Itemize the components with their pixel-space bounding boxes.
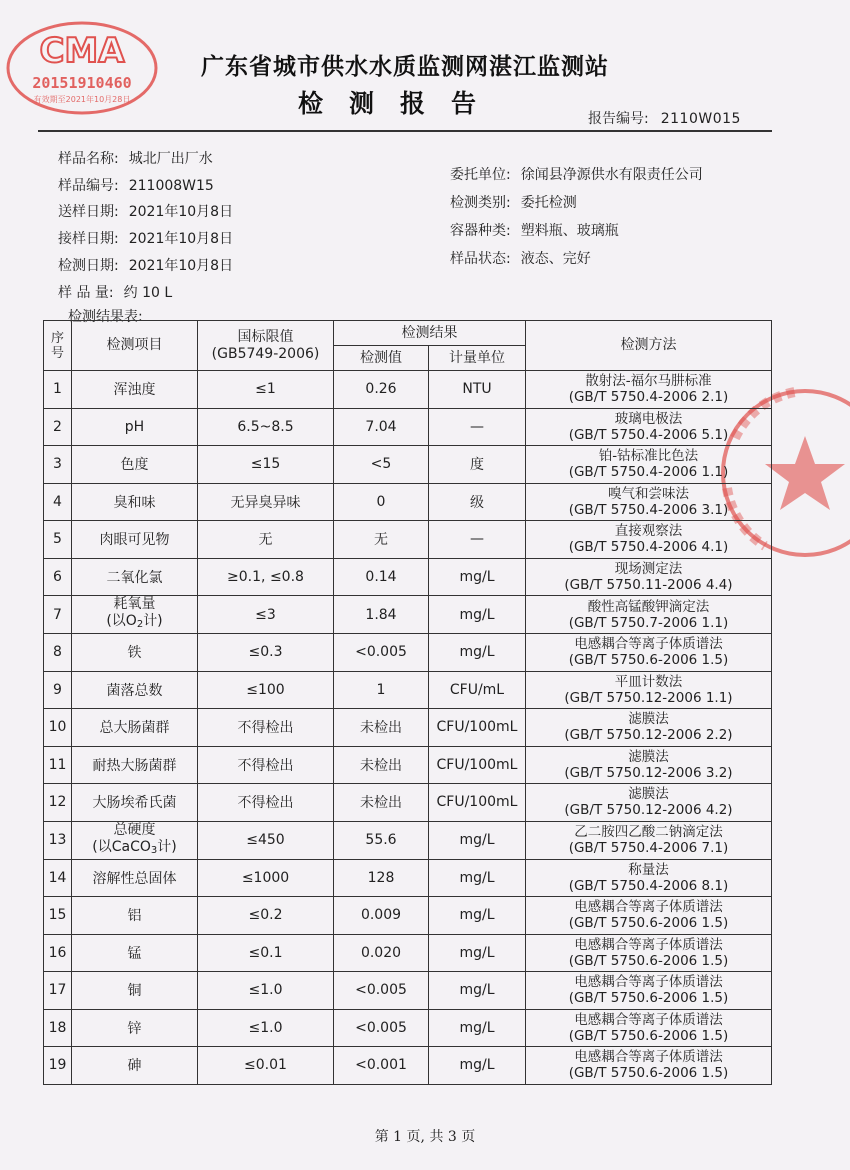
cell-limit: ≤0.1 xyxy=(198,934,334,972)
cell-method-name: 平皿计数法 xyxy=(614,673,683,690)
cell-method xyxy=(526,671,772,709)
cell-item: 砷 xyxy=(72,1047,198,1085)
cell-method xyxy=(526,784,772,822)
cell-seq: 10 xyxy=(44,709,72,747)
info-sample-name: 样品名称: 城北厂出厂水 xyxy=(58,151,213,167)
cell-value: 0.009 xyxy=(334,897,429,935)
table-row xyxy=(44,897,772,935)
info-receive-date: 接样日期: 2021年10月8日 xyxy=(58,231,234,247)
header-limit-line2: (GB5749-2006) xyxy=(211,345,320,362)
table-row xyxy=(44,1009,772,1047)
table-row xyxy=(44,446,772,484)
cell-limit: 不得检出 xyxy=(198,784,334,822)
cell-seq: 14 xyxy=(44,859,72,897)
cell-method-standard: (GB/T 5750.7-2006 1.1) xyxy=(568,614,729,631)
table-row xyxy=(44,859,772,897)
cell-limit: 无 xyxy=(198,521,334,559)
cell-seq: 13 xyxy=(44,821,72,859)
header-value: 检测值 xyxy=(334,346,429,371)
cell-method xyxy=(526,821,772,859)
report-subtitle: 检测报告 xyxy=(297,89,502,118)
cell-limit: ≤450 xyxy=(198,821,334,859)
cell-method-standard: (GB/T 5750.6-2006 1.5) xyxy=(568,1065,729,1082)
cell-method xyxy=(526,446,772,484)
cell-method-standard: (GB/T 5750.12-2006 2.2) xyxy=(564,727,733,744)
cell-item xyxy=(72,596,198,634)
cell-limit: ≤3 xyxy=(198,596,334,634)
table-row xyxy=(44,596,772,634)
cell-method-standard: (GB/T 5750.4-2006 3.1) xyxy=(568,501,729,518)
cma-stamp-icon xyxy=(4,18,160,118)
cell-item-line2-b: 计) xyxy=(143,613,163,629)
cell-unit: — xyxy=(429,408,526,446)
cell-method xyxy=(526,558,772,596)
cell-item: 铜 xyxy=(72,972,198,1010)
cell-value: 55.6 xyxy=(334,821,429,859)
cell-seq: 1 xyxy=(44,371,72,409)
cell-method-standard: (GB/T 5750.6-2006 1.5) xyxy=(568,652,729,669)
info-sample-state: 样品状态: 液态、完好 xyxy=(450,251,591,267)
cell-method-name: 电感耦合等离子体质谱法 xyxy=(574,1049,723,1066)
cell-limit: ≤1000 xyxy=(198,859,334,897)
cell-method-name: 电感耦合等离子体质谱法 xyxy=(574,636,723,653)
cell-seq: 19 xyxy=(44,1047,72,1085)
cell-method xyxy=(526,972,772,1010)
report-title: 广东省城市供水水质监测网湛江监测站 xyxy=(201,54,609,80)
cell-seq: 4 xyxy=(44,483,72,521)
cell-seq: 2 xyxy=(44,408,72,446)
table-row xyxy=(44,709,772,747)
cell-item-line2-a: (以O xyxy=(106,613,137,629)
table-row xyxy=(44,671,772,709)
cell-item: 铁 xyxy=(72,634,198,672)
cell-method xyxy=(526,934,772,972)
cma-letters: CMA xyxy=(39,31,125,71)
cell-method-name: 电感耦合等离子体质谱法 xyxy=(574,936,723,953)
cell-value: 无 xyxy=(334,521,429,559)
cell-value: <0.001 xyxy=(334,1047,429,1085)
cell-unit: 度 xyxy=(429,446,526,484)
cell-method-name: 滤膜法 xyxy=(628,748,669,765)
cell-method xyxy=(526,1009,772,1047)
cell-unit: 级 xyxy=(429,483,526,521)
cell-limit: 6.5~8.5 xyxy=(198,408,334,446)
cell-value: 未检出 xyxy=(334,746,429,784)
cell-item: 溶解性总固体 xyxy=(72,859,198,897)
cell-limit: 不得检出 xyxy=(198,709,334,747)
cell-item-line1: 总硬度 xyxy=(113,821,156,838)
report-number-label: 报告编号: xyxy=(588,111,649,127)
cell-seq: 16 xyxy=(44,934,72,972)
cell-limit: 无异臭异味 xyxy=(198,483,334,521)
cell-method-standard: (GB/T 5750.12-2006 1.1) xyxy=(564,689,733,706)
cell-method-name: 滤膜法 xyxy=(628,786,669,803)
cell-method-name: 现场测定法 xyxy=(614,560,683,577)
cell-method xyxy=(526,709,772,747)
cell-unit: — xyxy=(429,521,526,559)
table-row xyxy=(44,972,772,1010)
cell-item: 总大肠菌群 xyxy=(72,709,198,747)
cell-unit: mg/L xyxy=(429,1047,526,1085)
cell-item: 二氧化氯 xyxy=(72,558,198,596)
cell-method-standard: (GB/T 5750.4-2006 4.1) xyxy=(568,539,729,556)
cell-item: 锰 xyxy=(72,934,198,972)
cell-unit: CFU/mL xyxy=(429,671,526,709)
cell-unit: mg/L xyxy=(429,634,526,672)
cell-limit: ≤1 xyxy=(198,371,334,409)
cell-item: 臭和味 xyxy=(72,483,198,521)
cell-method-name: 电感耦合等离子体质谱法 xyxy=(574,974,723,991)
table-row xyxy=(44,521,772,559)
cell-value: 未检出 xyxy=(334,709,429,747)
cell-method-standard: (GB/T 5750.11-2006 4.4) xyxy=(564,576,733,593)
cell-item: 铝 xyxy=(72,897,198,935)
cell-item: 大肠埃希氏菌 xyxy=(72,784,198,822)
header-limit-line1: 国标限值 xyxy=(237,328,294,345)
cell-method-name: 乙二胺四乙酸二钠滴定法 xyxy=(574,824,723,840)
cell-method-name: 嗅气和尝味法 xyxy=(608,485,689,502)
cell-value: 1.84 xyxy=(334,596,429,634)
report-number xyxy=(588,108,741,128)
cell-unit: mg/L xyxy=(429,897,526,935)
cell-method xyxy=(526,859,772,897)
cell-unit: mg/L xyxy=(429,934,526,972)
cell-item-subscript: 3 xyxy=(150,844,158,856)
table-row xyxy=(44,934,772,972)
cell-value: 0.26 xyxy=(334,371,429,409)
table-row xyxy=(44,408,772,446)
cell-method-standard: (GB/T 5750.4-2006 2.1) xyxy=(568,389,729,406)
cell-method-standard: (GB/T 5750.4-2006 1.1) xyxy=(568,464,729,481)
cell-value: 1 xyxy=(334,671,429,709)
cell-unit: mg/L xyxy=(429,596,526,634)
info-client: 委托单位: 徐闻县净源供水有限责任公司 xyxy=(450,167,703,183)
cell-method-standard: (GB/T 5750.6-2006 1.5) xyxy=(568,915,729,932)
cell-value: 128 xyxy=(334,859,429,897)
info-delivery-date: 送样日期: 2021年10月8日 xyxy=(58,204,234,220)
cell-method-name: 电感耦合等离子体质谱法 xyxy=(574,899,723,916)
cell-method-standard: (GB/T 5750.12-2006 4.2) xyxy=(564,802,733,819)
cell-method-name: 酸性高锰酸钾滴定法 xyxy=(587,598,710,615)
cell-method-name: 直接观察法 xyxy=(614,523,683,540)
cell-method-name: 滤膜法 xyxy=(628,711,669,728)
table-row xyxy=(44,1047,772,1085)
cell-limit: 不得检出 xyxy=(198,746,334,784)
cell-seq: 7 xyxy=(44,596,72,634)
cell-value: 7.04 xyxy=(334,408,429,446)
cell-method-standard: (GB/T 5750.6-2006 1.5) xyxy=(568,952,729,969)
cell-unit: CFU/100mL xyxy=(429,709,526,747)
cell-limit: ≤0.01 xyxy=(198,1047,334,1085)
cell-unit: NTU xyxy=(429,371,526,409)
cell-seq: 5 xyxy=(44,521,72,559)
cell-limit: ≤0.2 xyxy=(198,897,334,935)
cell-limit: ≤1.0 xyxy=(198,1009,334,1047)
cell-seq: 3 xyxy=(44,446,72,484)
cell-value: <5 xyxy=(334,446,429,484)
cell-limit: ≤1.0 xyxy=(198,972,334,1010)
page-footer: 第 1 页, 共 3 页 xyxy=(374,1129,476,1145)
cell-method-standard: (GB/T 5750.4-2006 8.1) xyxy=(568,877,729,894)
cell-seq: 12 xyxy=(44,784,72,822)
table-row xyxy=(44,821,772,859)
header-divider xyxy=(38,130,772,132)
cell-value: <0.005 xyxy=(334,634,429,672)
cell-seq: 6 xyxy=(44,558,72,596)
cell-unit: mg/L xyxy=(429,859,526,897)
cell-method-name: 散射法-福尔马肼标准 xyxy=(585,373,712,390)
cell-method xyxy=(526,634,772,672)
cell-unit: mg/L xyxy=(429,821,526,859)
header-result: 检测结果 xyxy=(334,321,526,346)
cell-value: 未检出 xyxy=(334,784,429,822)
cell-seq: 8 xyxy=(44,634,72,672)
cell-item: pH xyxy=(72,408,198,446)
cell-unit: mg/L xyxy=(429,558,526,596)
report-number-value: 2110W015 xyxy=(660,111,741,127)
cell-unit: mg/L xyxy=(429,972,526,1010)
cell-method-name: 铂-钴标准比色法 xyxy=(598,448,699,465)
cell-limit: ≤100 xyxy=(198,671,334,709)
cell-value: 0.14 xyxy=(334,558,429,596)
header-method: 检测方法 xyxy=(526,321,772,371)
header-seq: 序号 xyxy=(44,321,72,371)
cell-method-standard: (GB/T 5750.4-2006 7.1) xyxy=(568,840,729,856)
cell-unit: CFU/100mL xyxy=(429,784,526,822)
cell-item: 菌落总数 xyxy=(72,671,198,709)
info-container: 容器种类: 塑料瓶、玻璃瓶 xyxy=(450,223,619,239)
cell-method-name: 称量法 xyxy=(628,861,669,878)
cell-limit: ≥0.1, ≤0.8 xyxy=(198,558,334,596)
cell-method xyxy=(526,408,772,446)
cell-value: <0.005 xyxy=(334,972,429,1010)
header-unit: 计量单位 xyxy=(429,346,526,371)
cell-method-standard: (GB/T 5750.4-2006 5.1) xyxy=(568,426,729,443)
table-caption: 检测结果表: xyxy=(68,309,143,325)
header-item: 检测项目 xyxy=(72,321,198,371)
cell-value: <0.005 xyxy=(334,1009,429,1047)
cell-seq: 17 xyxy=(44,972,72,1010)
info-test-type: 检测类别: 委托检测 xyxy=(450,195,577,211)
cell-method-standard: (GB/T 5750.6-2006 1.5) xyxy=(568,1027,729,1044)
cell-method-name: 玻璃电极法 xyxy=(614,410,683,427)
info-sample-amount: 样 品 量: 约 10 L xyxy=(58,285,173,301)
cell-item: 浑浊度 xyxy=(72,371,198,409)
cell-unit: mg/L xyxy=(429,1009,526,1047)
table-row xyxy=(44,634,772,672)
cell-method-name: 电感耦合等离子体质谱法 xyxy=(574,1011,723,1028)
cell-seq: 18 xyxy=(44,1009,72,1047)
cell-method xyxy=(526,521,772,559)
cell-item-line2-b: 计) xyxy=(157,838,177,855)
table-row xyxy=(44,483,772,521)
cell-method xyxy=(526,371,772,409)
cell-seq: 9 xyxy=(44,671,72,709)
info-sample-id: 样品编号: 211008W15 xyxy=(58,178,214,194)
cell-method-standard: (GB/T 5750.6-2006 1.5) xyxy=(568,990,729,1007)
cell-method-standard: (GB/T 5750.12-2006 3.2) xyxy=(564,764,733,781)
cell-item-line1: 耗氧量 xyxy=(113,596,156,612)
cell-item: 肉眼可见物 xyxy=(72,521,198,559)
cell-seq: 15 xyxy=(44,897,72,935)
cell-item-subscript: 2 xyxy=(136,619,144,630)
cell-item xyxy=(72,821,198,859)
cell-seq: 11 xyxy=(44,746,72,784)
header-limit xyxy=(198,321,334,371)
cell-item-line2-a: (以CaCO xyxy=(92,838,151,855)
cma-validity: 有效期至2021年10月28日 xyxy=(33,95,131,104)
cma-number: 20151910460 xyxy=(32,74,132,92)
table-row xyxy=(44,784,772,822)
cell-method xyxy=(526,897,772,935)
cell-item: 色度 xyxy=(72,446,198,484)
table-row xyxy=(44,371,772,409)
table-row xyxy=(44,746,772,784)
table-row xyxy=(44,558,772,596)
cell-method xyxy=(526,1047,772,1085)
cell-method xyxy=(526,596,772,634)
cell-value: 0 xyxy=(334,483,429,521)
cell-method xyxy=(526,746,772,784)
cell-limit: ≤15 xyxy=(198,446,334,484)
results-table xyxy=(43,320,772,1085)
cell-item: 耐热大肠菌群 xyxy=(72,746,198,784)
results-body xyxy=(44,371,772,1085)
info-test-date: 检测日期: 2021年10月8日 xyxy=(58,258,234,274)
cell-unit: CFU/100mL xyxy=(429,746,526,784)
cell-limit: ≤0.3 xyxy=(198,634,334,672)
cell-item: 锌 xyxy=(72,1009,198,1047)
cell-method xyxy=(526,483,772,521)
cell-value: 0.020 xyxy=(334,934,429,972)
